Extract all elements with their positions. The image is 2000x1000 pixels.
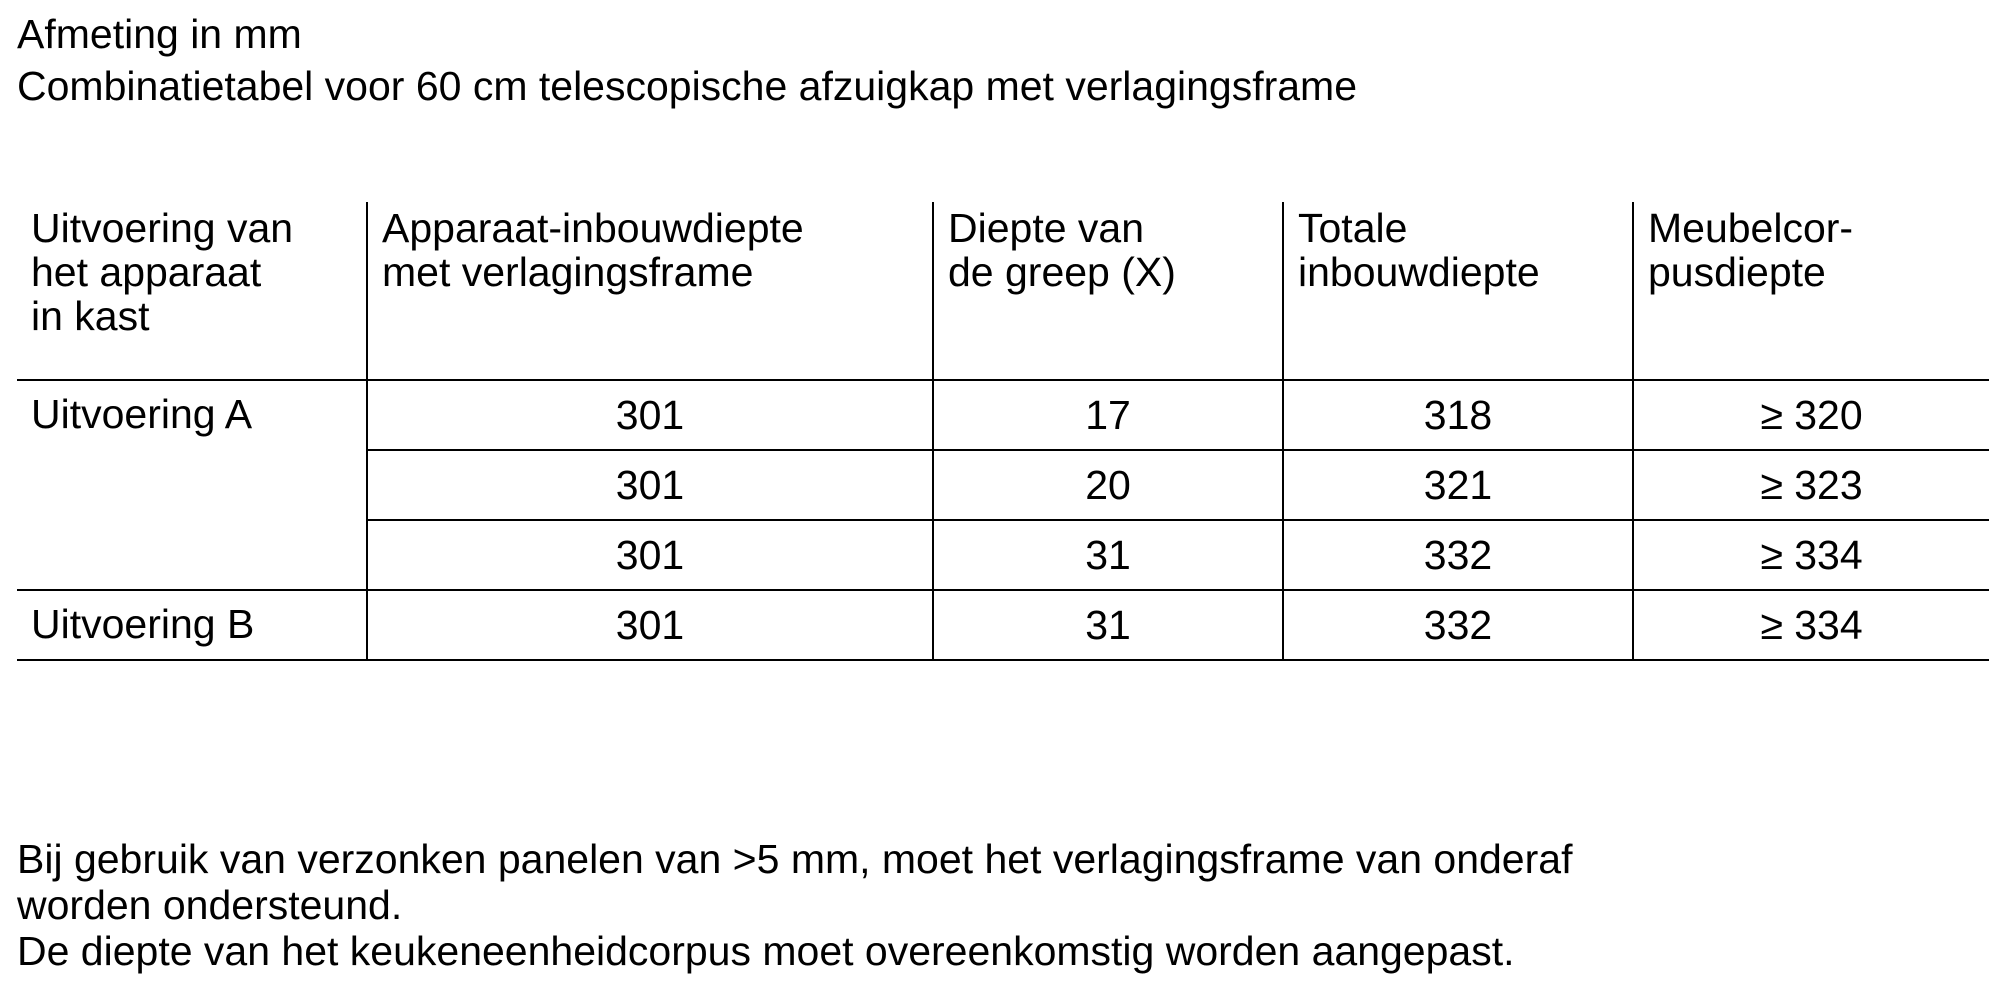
note-cabinet-depth: De diepte van het keukeneenheidcorpus moet overeenkomstig worden aangepast. [17,928,1515,974]
header-cabinet-depth [1633,202,1989,380]
heading-title-line: Combinatietabel voor 60 cm telescopische afzuigkap met verlagingsframe [17,63,1358,109]
header-total-depth-line-1: Totale [1298,205,1408,251]
heading-unit-line: Afmeting in mm [17,11,302,57]
variant-cell: Uitvoering B [17,590,367,660]
appliance-depth-cell: 301 [367,380,933,450]
combination-table [17,202,1989,661]
handle-depth-cell: 20 [933,450,1283,520]
appliance-depth-cell: 301 [367,590,933,660]
note-panel-support-cont: worden ondersteund. [17,882,403,928]
header-handle-depth [933,202,1283,380]
table-body [17,380,1989,660]
table-row [17,590,1989,660]
appliance-depth-cell: 301 [367,520,933,590]
footnotes [17,836,1572,974]
note-panel-support: Bij gebruik van verzonken panelen van >5 mm, moet het verlagingsframe van onderaf [17,836,1573,882]
handle-depth-cell: 17 [933,380,1283,450]
cabinet-depth-cell: ≥ 334 [1633,520,1989,590]
header-variant-line-2: het apparaat [31,249,262,295]
header-handle-depth-line-1: Diepte van [948,205,1145,251]
header-cabinet-depth-line-1: Meubelcor- [1648,205,1854,251]
total-depth-cell: 318 [1283,380,1633,450]
table-header [17,202,1989,380]
appliance-depth-cell: 301 [367,450,933,520]
header-appliance-depth [367,202,933,380]
header-handle-depth-line-2: de greep (X) [948,249,1176,295]
document-heading [17,8,1357,112]
header-appliance-depth-line-1: Apparaat-inbouwdiepte [382,205,804,251]
cabinet-depth-cell: ≥ 334 [1633,590,1989,660]
cabinet-depth-cell: ≥ 323 [1633,450,1989,520]
header-variant-line-3: in kast [31,293,150,339]
total-depth-cell: 332 [1283,590,1633,660]
total-depth-cell: 321 [1283,450,1633,520]
handle-depth-cell: 31 [933,590,1283,660]
header-row [17,202,1989,380]
variant-cell: Uitvoering A [17,380,367,590]
header-total-depth-line-2: inbouwdiepte [1298,249,1540,295]
table-row [17,380,1989,450]
header-total-depth [1283,202,1633,380]
header-appliance-depth-line-2: met verlagingsframe [382,249,754,295]
header-variant-line-1: Uitvoering van [31,205,294,251]
header-variant [17,202,367,380]
cabinet-depth-cell: ≥ 320 [1633,380,1989,450]
total-depth-cell: 332 [1283,520,1633,590]
handle-depth-cell: 31 [933,520,1283,590]
header-cabinet-depth-line-2: pusdiepte [1648,249,1826,295]
